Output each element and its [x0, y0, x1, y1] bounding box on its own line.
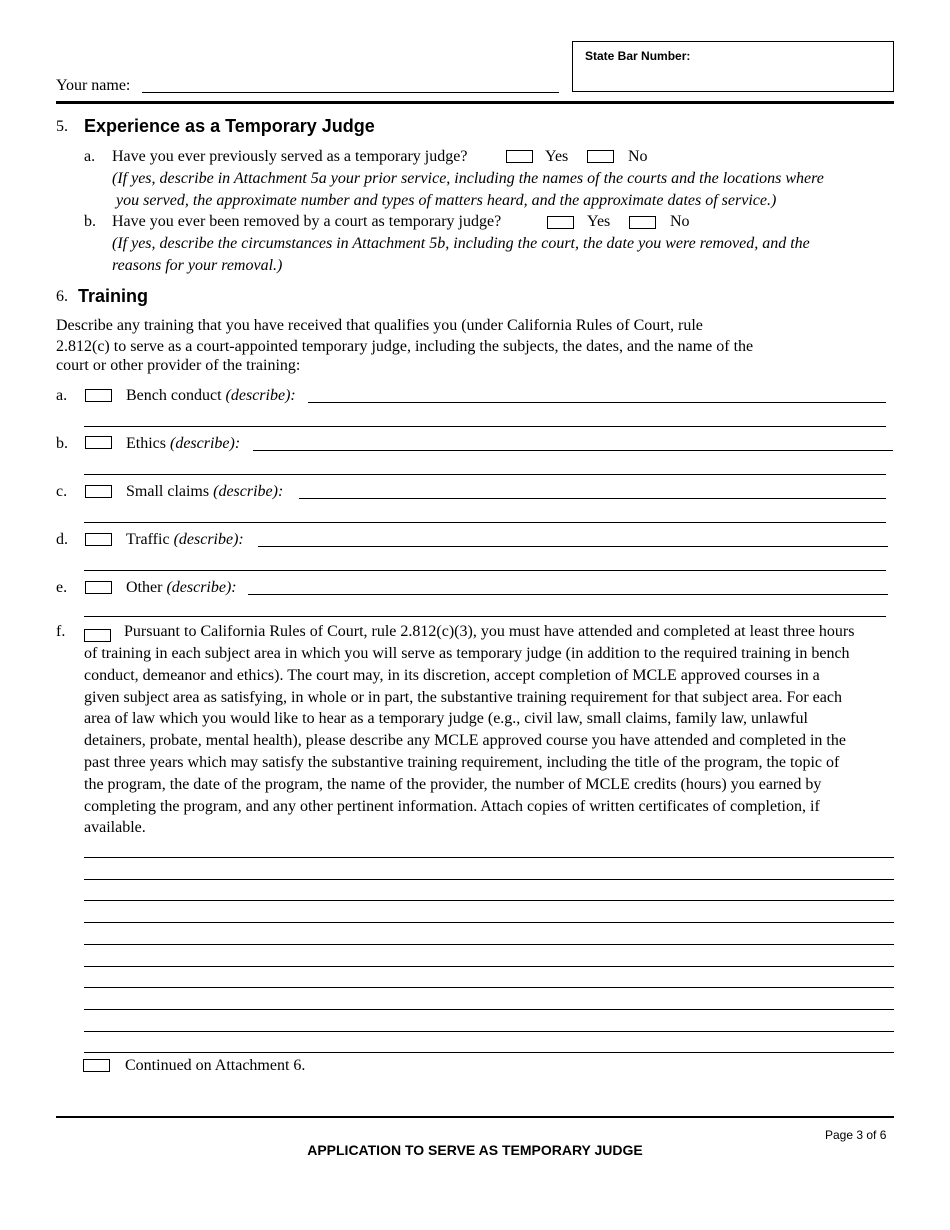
header-divider [56, 101, 894, 104]
checkbox-5b-yes-label: Yes [587, 213, 611, 230]
training-f-paragraph-line: the program, the date of the program, the name of the provider, the number of MCLE credits (hours) you earned by [84, 775, 822, 793]
training-f-paragraph-line: detainers, probate, mental health), please describe any MCLE approved course you have attended and completed in the [84, 732, 846, 750]
training-d-letter: d. [56, 531, 68, 548]
training-d-label-text: Traffic [126, 531, 170, 548]
training-f-paragraph-line: past three years which may satisfy the substantive training requirement, including the title of the program, the topic of [84, 753, 840, 771]
state-bar-number-label: State Bar Number: [585, 49, 691, 63]
question-5b-note-line2: reasons for your removal.) [112, 257, 283, 274]
writing-line[interactable] [84, 857, 894, 858]
training-a-letter: a. [56, 387, 68, 404]
training-e-describe: (describe): [166, 579, 237, 596]
training-f-checkbox[interactable] [84, 629, 111, 642]
training-a-field[interactable] [308, 402, 886, 403]
training-d-field[interactable] [258, 546, 888, 547]
training-d-describe: (describe): [173, 531, 244, 548]
footer-divider [56, 1116, 894, 1118]
question-5a-letter: a. [84, 148, 96, 165]
training-c-label-text: Small claims [126, 483, 210, 500]
writing-line[interactable] [84, 900, 894, 901]
training-e-field-line2[interactable] [84, 616, 886, 617]
question-5a-note-line1: (If yes, describe in Attachment 5a your prior service, including the names of the courts and the locations where [112, 170, 824, 187]
footer-title: APPLICATION TO SERVE AS TEMPORARY JUDGE [307, 1142, 643, 1158]
training-f-paragraph-line: of training in each subject area in which you will serve as temporary judge (in addition to the required training in bench [84, 645, 850, 662]
training-a-field-line2[interactable] [84, 426, 886, 427]
writing-line[interactable] [84, 966, 894, 967]
training-d-field-line2[interactable] [84, 570, 886, 571]
training-f-paragraph-line: completing the program, and any other pertinent information. Attach copies of written certificates of completion, if [84, 797, 820, 815]
checkbox-5a-no[interactable] [587, 150, 614, 163]
page-number: Page 3 of 6 [825, 1128, 887, 1142]
training-f-letter: f. [56, 623, 66, 640]
training-f-paragraph [84, 643, 914, 839]
question-5b-letter: b. [84, 213, 96, 230]
continued-attachment-label: Continued on Attachment 6. [125, 1057, 306, 1074]
your-name-label: Your name: [56, 77, 131, 94]
question-5a-note-line2: you served, the approximate number and types of matters heard, and the approximate dates of service.) [116, 192, 777, 209]
training-f-paragraph-line: available. [84, 819, 146, 837]
training-e-field[interactable] [248, 594, 888, 595]
training-e-label [126, 578, 237, 598]
checkbox-5a-yes[interactable] [506, 150, 533, 163]
section-6-intro-line1: Describe any training that you have received that qualifies you (under California Rules of Court, rule [56, 317, 703, 334]
training-f-paragraph-line: conduct, demeanor and ethics). The court may, in its discretion, accept completion of MCLE approved courses in a [84, 666, 820, 684]
checkbox-5b-yes[interactable] [547, 216, 574, 229]
checkbox-5a-no-label: No [628, 148, 648, 165]
checkbox-5a-yes-label: Yes [545, 148, 569, 165]
section-5-number: 5. [56, 118, 68, 135]
continued-attachment-checkbox[interactable] [83, 1059, 110, 1072]
writing-line[interactable] [84, 1009, 894, 1010]
writing-line[interactable] [84, 944, 894, 945]
training-c-label [126, 482, 283, 502]
question-5a-text: Have you ever previously served as a temporary judge? [112, 148, 468, 165]
writing-line[interactable] [84, 922, 894, 923]
writing-line[interactable] [84, 879, 894, 880]
training-a-checkbox[interactable] [85, 389, 112, 402]
training-f-paragraph-line: given subject area as satisfying, in whole or in part, the substantive training requirement for that subject area. For each [84, 688, 842, 706]
training-b-describe: (describe): [170, 435, 241, 452]
training-f-paragraph-first-line: Pursuant to California Rules of Court, rule 2.812(c)(3), you must have attended and completed at least three hours [124, 623, 855, 640]
writing-line[interactable] [84, 987, 894, 988]
training-a-label [126, 386, 296, 406]
training-c-field-line2[interactable] [84, 522, 886, 523]
section-5-title: Experience as a Temporary Judge [84, 116, 375, 136]
section-6-title: Training [78, 286, 149, 306]
training-e-label-text: Other [126, 579, 163, 596]
training-f-paragraph-line: area of law which you would like to hear as a temporary judge (e.g., civil law, small claims, family law, unlawful [84, 710, 808, 728]
checkbox-5b-no-label: No [670, 213, 690, 230]
training-d-label [126, 530, 244, 550]
training-b-checkbox[interactable] [85, 436, 112, 449]
training-c-field[interactable] [299, 498, 886, 499]
training-a-describe: (describe): [225, 387, 296, 404]
writing-line[interactable] [84, 1031, 894, 1032]
section-6-number: 6. [56, 288, 68, 305]
your-name-field[interactable] [142, 92, 559, 93]
training-b-letter: b. [56, 435, 68, 452]
section-6-intro-line3: court or other provider of the training: [56, 357, 301, 374]
training-b-field[interactable] [253, 450, 893, 451]
training-c-checkbox[interactable] [85, 485, 112, 498]
training-d-checkbox[interactable] [85, 533, 112, 546]
training-b-label [126, 434, 240, 454]
checkbox-5b-no[interactable] [629, 216, 656, 229]
state-bar-number-box[interactable] [572, 41, 894, 92]
training-e-checkbox[interactable] [85, 581, 112, 594]
training-c-letter: c. [56, 483, 68, 500]
question-5b-text: Have you ever been removed by a court as temporary judge? [112, 213, 502, 230]
training-b-field-line2[interactable] [84, 474, 886, 475]
training-c-describe: (describe): [213, 483, 284, 500]
training-a-label-text: Bench conduct [126, 387, 222, 404]
section-6-intro-line2: 2.812(c) to serve as a court-appointed temporary judge, including the subjects, the dates, and the name of the [56, 338, 754, 355]
training-b-label-text: Ethics [126, 435, 166, 452]
question-5b-note-line1: (If yes, describe the circumstances in Attachment 5b, including the court, the date you were removed, and the [112, 235, 810, 252]
training-e-letter: e. [56, 579, 68, 596]
writing-line[interactable] [84, 1052, 894, 1053]
